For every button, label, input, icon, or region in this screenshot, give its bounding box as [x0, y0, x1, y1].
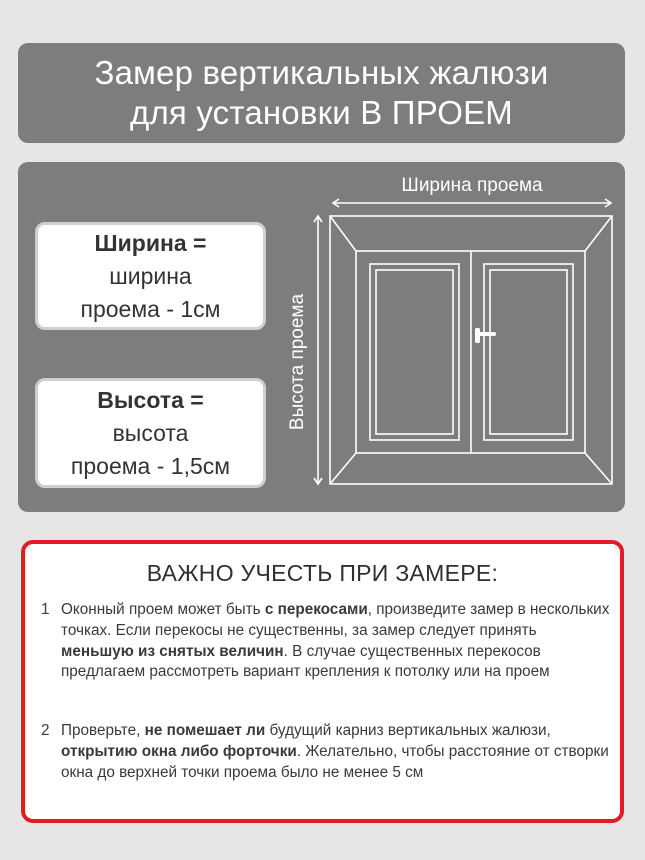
note-text: [61, 600, 611, 683]
note-text-part: . Желательно, чтобы расстояние от створки окна до верхней точки проема было не менее 5 см: [61, 742, 609, 781]
height-formula-line-2: высота: [112, 419, 189, 446]
height-dimension-line: [314, 216, 322, 484]
right-sash-outer: [484, 264, 573, 440]
important-notes-box: [21, 540, 624, 823]
left-sash-inner: [376, 270, 453, 434]
width-opening-label: Ширина проема: [401, 175, 543, 196]
height-formula-heading: Высота =: [97, 386, 204, 413]
width-formula-line-3: проема - 1см: [80, 295, 221, 322]
note-text-part: будущий карниз вертикальных жалюзи,: [265, 722, 551, 739]
note-text-part: , произведите замер в нескольких точках. Если перекосы не существенны, за замер следует принять: [61, 601, 610, 639]
note-text-part: Проверьте,: [61, 722, 145, 739]
note-item-2: [41, 721, 611, 783]
note-text-part: Оконный проем может быть: [61, 601, 265, 618]
notes-title: ВАЖНО УЧЕСТЬ ПРИ ЗАМЕРЕ:: [146, 560, 499, 586]
note-number: 2: [41, 722, 50, 739]
note-emphasis: меньшую из снятых величин: [61, 642, 284, 660]
note-text: [61, 721, 611, 783]
title-line-1: Замер вертикальных жалюзи: [94, 54, 549, 91]
right-sash-inner: [490, 270, 567, 434]
note-text-part: . В случае существенных перекосов предлагаем рассмотреть вариант крепления к потолку или на проем: [61, 642, 550, 681]
left-sash-outer: [370, 264, 459, 440]
height-formula-line-3: проема - 1,5см: [70, 452, 231, 479]
window-handle-icon: [475, 328, 496, 343]
note-number: 1: [41, 601, 50, 618]
note-emphasis: открытию окна либо форточки: [61, 742, 297, 760]
title-line-2: для установки В ПРОЕМ: [130, 94, 513, 131]
height-opening-label: Высота проема: [287, 293, 308, 431]
note-emphasis: с перекосами: [264, 601, 368, 618]
note-item-1: [41, 600, 611, 683]
width-formula-heading: Ширина =: [94, 229, 207, 256]
width-formula-line-2: ширина: [109, 262, 192, 289]
note-emphasis: не помешает ли: [144, 722, 266, 739]
width-dimension-line: [333, 199, 611, 207]
